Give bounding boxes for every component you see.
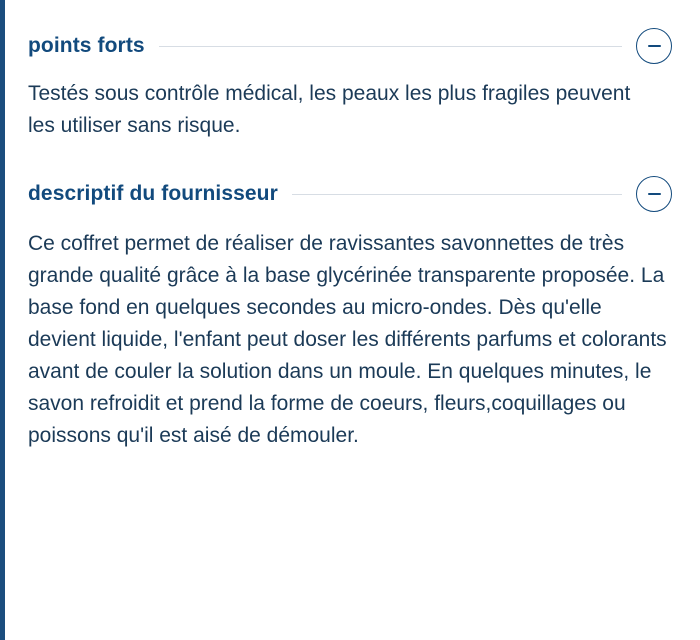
accordion-header-descriptif-fournisseur[interactable] — [28, 176, 672, 212]
minus-icon — [648, 45, 661, 47]
collapse-toggle-descriptif-fournisseur[interactable] — [636, 176, 672, 212]
minus-icon — [648, 193, 661, 195]
collapse-toggle-points-forts[interactable] — [636, 28, 672, 64]
left-edge-accent-bar — [0, 0, 5, 640]
section-title-points-forts: points forts — [28, 34, 145, 57]
section-body-descriptif-fournisseur: Ce coffret permet de réaliser de ravissantes savonnettes de très grande qualité grâce à la base glycérinée transparente proposée. La base fond en quelques secondes au micro-ondes. Dès qu'elle devient liquide, l'enfant peut doser les différents parfums et colorants avant de couler la solution dans un moule. En quelques minutes, le savon refroidit et prend la forme de coeurs, fleurs,coquillages ou poissons qu'il est aisé de démouler. — [28, 232, 667, 447]
accordion-section-descriptif-fournisseur — [28, 142, 672, 452]
accordion-header-points-forts[interactable] — [28, 28, 672, 64]
section-body-points-forts: Testés sous contrôle médical, les peaux les plus fragiles peuvent les utiliser sans risque. — [28, 82, 631, 137]
header-divider-line — [292, 194, 622, 195]
section-title-descriptif-fournisseur: descriptif du fournisseur — [28, 182, 278, 205]
accordion-section-points-forts — [28, 0, 672, 142]
header-divider-line — [159, 46, 622, 47]
